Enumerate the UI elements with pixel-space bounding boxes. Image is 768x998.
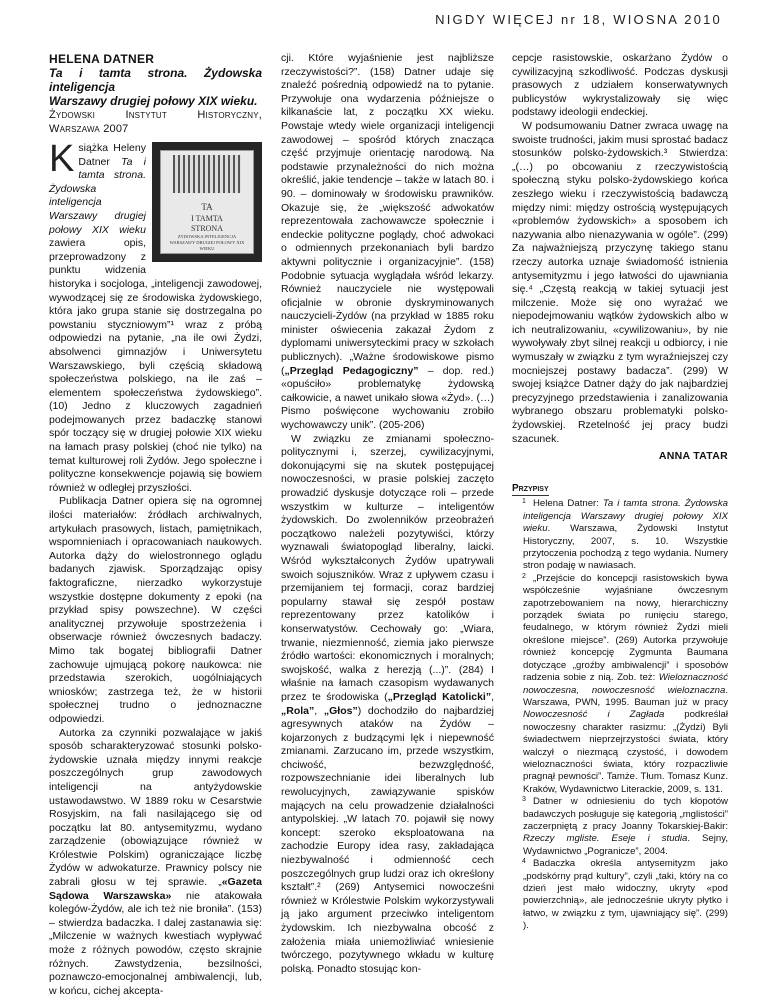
footnotes-heading: Przypisy (512, 482, 549, 497)
paragraph-organizations (281, 52, 494, 433)
text-span: podkreślał nowoczesny charakter rasizmu: „(Żydzi) Byli świadectwem nieprzejrzystości świata, który walczył o niezmącą czystość, i dowodem wieloznaczności świata, który rozpaczliwie pragnął pewności”. Tamże. Tłum. Tomasz Kunz. Kraków, Wydawnictwo Literackie, 2009, s. 131. (523, 709, 728, 795)
footnote-3: 3 Datner w odniesieniu do tych kłopotów badawczych posługuje się kategorią „mglistości” zaczerpniętą z pracy Joanny Tokarskiej-Bakir: Rzeczy mgliste. Eseje i studia. Sejny, Wydawnictwo „Pogranicze”, 2004. (522, 796, 728, 857)
journal-name: „Głos” (323, 704, 358, 717)
column-2 (281, 52, 494, 976)
text-span: Datner w odniesieniu do tych kłopotów badawczych posługuje się kategorią „mglistości” zaczerpniętą z pracy Joanny Tokarskiej-Bakir: (523, 796, 728, 832)
book-title-inline: Ta i tamta strona. Żydowska inteligencja Warszawy drugiej połowy XIX wieku (523, 498, 728, 535)
text-span: – dop. red.) «opuściło» problematykę żydowską całkowicie, a nawet unikało słowa «Żyd». (…) Pismo poświęcone wychowaniu zrobiło wychowawczy unik”. (205-206) (281, 364, 494, 432)
cover-title-i-tamta: I TAMTA (191, 214, 223, 223)
paragraph-summary: W podsumowaniu Datner zwraca uwagę na swoiste trudności, jakim musi sprostać badacz stosunków polsko-żydowskich.³ Stwierdza: „(…) po obcowaniu z rzeczywistością społeczną styku polsko-żydowskiego końca zeszłego wieku i rzeczywistością badawczą między nimi: między ostrością występujących «problemów żydowskich» a sposobem ich nazywania albo nienazywania w ogóle”. (299) Za najważniejszą przyczynę takiego stanu rzeczy autorka uznaje świadomość istnienia antysemityzmu i jego łatwości do ujawniania się.⁴ „Częstą reakcją w takiej sytuacji jest milczenie. Może się ono wyrażać we niepodejmowaniu wątków żydowskich albo w ich neutralizowaniu, «cywilizowaniu», by nie wywoływały zbyt silnej reakcji u odbiorcy, i nie wymuszały w związku z tym wyraźniejszej czy mocniejszej postawy badacza”. (299) W swojej książce Datner dąży do jak najbardziej precyzyjnego przedstawienia i zanalizowania wybranego obszaru problematyki polsko-żydowskiej. Rzetelność jej pracy budzi szacunek. (512, 119, 728, 445)
book-title-line-1: Ta i tamta strona. Żydowska inteligencja (49, 66, 262, 94)
book-cover-image (152, 142, 262, 262)
paragraph-modernity (281, 433, 494, 977)
footnote-4: 4 Badaczka określa antysemityzm jako „podskórny prąd kultury”, czyli „taki, który na co dzień jest mało widoczny, ukryty «pod powierzchnią», ale jednocześnie ukryty płytko i łatwo, w związku z tym, ujawniający się”. (299) ). (522, 858, 728, 932)
text-span: zawiera opis, przeprowadzony z punktu widzenia historyka i socjologa, „inteligencji zawodowej, wywodzącej się ze środowiska żydowskiego, która jako grupa stanie się dostrzegalna po powstaniu styczniowym”¹ wraz z próbą odpowiedzi na pytanie, „na ile owi Żydzi, absolwenci gimnazjów i Uniwersytetu Warszawskiego, byli częścią składową społeczeństwa polskiego, na ile zaś – elementem społeczeństwa żydowskiego”. (10) Jedno z kluczowych zagadnień podejmowanych przez badaczkę stanowi spór toczący się w drugiej połowie XIX wieku na łamach prasy polskiej (choć nie tylko) na temat kulturowej roli Żydów. Jego społeczne i polityczne konsekwencje pojawią się bowiem również w odległej przyszłości. (49, 237, 262, 494)
paragraph-lawyers (49, 727, 262, 998)
review-author-name: HELENA DATNER (49, 52, 155, 66)
text-span: , (491, 690, 495, 703)
text-span: , (314, 704, 324, 717)
journal-name: «Gazeta Sądowa Warszawska» (49, 876, 262, 902)
drop-cap: K (49, 138, 75, 180)
text-span: cji. Które wyjaśnienie jest najbliższe rzeczywistości?”. (158) Datner udaje się znaleźć pośrednią odpowiedź na to pytanie. Przywołuje ona wydarzenia późniejsze o kilkanaście lat, z początku XX wieku. Powstaje wtedy wiele organizacji inteligencji zawodowej – spośród których znacząca część przyjmuje orientację narodową. Na podstawie przynależności do nich można określić, jakie tendencje – także w latach 80. i 90. – dominowały w środowisku prawników. Okazuje się, że „większość adwokatów reprezentowała zachowawcze społecznie i endeckie polityczne poglądy, choć adwokaci o odmiennych przekonaniach byli bardzo aktywni politycznie i organizacyjnie”. (158) Podobnie sytuacja wyglądała wśród lekarzy. Również nauczyciele nie występowali oficjalnie w obronie dyskryminowanych nauczycieli-Żydów (na przykład w 1885 roku minister oświecenia zakazał Żydom z dyplomami uniwersyteckimi pracy w szkołach publicznych). „Ważne środowiskowe pismo ( (281, 52, 494, 377)
running-head: NIGDY WIĘCEJ nr 18, WIOSNA 2010 (435, 12, 722, 27)
book-title-inline: Rzeczy mgliste. Eseje i studia (523, 833, 688, 845)
cover-title-strona: STRONA (190, 224, 223, 233)
reviewer-signature: ANNA TATAR (658, 450, 728, 463)
text-span: siążka Heleny Datner (78, 142, 146, 168)
book-title-inline: Ta i tamta strona. Żydowska inteligencja Warszawy drugiej połowy XIX wieku (49, 155, 146, 236)
cover-illustration (173, 155, 241, 193)
footnote-1: 1 Helena Datner: Ta i tamta strona. Żydowska inteligencja Warszawy drugiej połowy XIX wieku. Warszawa, Żydowski Instytut Historyczny, 2007, s. 10. Wszystkie przytoczenia pochodzą z tego wydania. Numery stron podaję w nawiasach. (522, 498, 728, 572)
journal-name: „Przegląd Katolicki” (387, 690, 492, 703)
book-title-line-2: Warszawy drugiej połowy XIX wieku. (49, 94, 258, 108)
cover-title-ta: TA (201, 202, 213, 212)
book-title-inline: Wieloznaczność nowoczesna, nowoczesność wieloznaczna (523, 672, 728, 696)
column-3 (512, 52, 728, 933)
text-span: Badaczka określa antysemityzm jako „podskórny prąd kultury”, czyli „taki, który na co dzień jest mało widoczny, ukryty «pod powierzchnią», ale jednocześnie ukryty płytko i łatwo, w związku z tym, ujawniający się”. (299) ). (523, 858, 728, 932)
publisher-line: Żydowski Instytut Historyczny, Warszawa 2007 (49, 109, 262, 135)
text-span: Autorka za czynniki pozwalające w jakiś sposób scharakteryzować stosunki polsko-żydowskie uznała między innymi reakcje poszczególnych grup zawodowych inteligencji na antyżydowskie ustawodawstwo. W 1889 roku w Cesarstwie Rosyjskim, na fali nasilającego się od początku lat 80. antysemityzmu, wydano zarządzenie (obowiązujące również w Królestwie Polskim) ograniczające liczbę Żydów w adwokaturze. Prawnicy polscy nie zabrali głosu w tej sprawie. „ (49, 726, 262, 889)
text-span: Helena Datner: (533, 498, 603, 510)
cover-subtitle: ŻYDOWSKA INTELIGENCJA WARSZAWY DRUGIEJ POŁOWY XIX WIEKU (169, 234, 245, 251)
text-span: . Warszawa, Żydowski Instytut Historyczny, 2007, s. 10. Wszystkie przytoczenia pochodzą z tego wydania. Numery stron podaję w nawiasach. (523, 523, 728, 572)
text-span: nie atakowała kolegów-Żydów, ale ich też nie broniła”. (153) – stwierdza badaczka. I dalej zastanawia się: „Milczenie w ważnych kwestiach wypływać może z różnych powodów, często skrajnie różnych. Zawstydzenia, bezsilności, poznawczo-emocjonalnej ambiwalencji, lub, w końcu, cichej akcepta- (49, 889, 262, 997)
paragraph-sources: Publikacja Datner opiera się na ogromnej ilości materiałów: źródłach archiwalnych, artykułach prasowych, listach, pamiętnikach, wspomnieniach i opracowaniach naukowych. Autorka dąży do wielostronnego oglądu badanych zjawisk. Sporządzając opisy faktograficzne, nierzadko wykorzystuje wszystkie dostępne dokumenty z epoki (na przykład spisy powszechne). W części analitycznej przywołuje spostrzeżenia i obserwacje również ówczesnych badaczy. Mimo tak bogatej bibliografii Datner zachowuje ujmującą pokorę naukowca: nie przedstawia szerokich, uogólniających wniosków; zastrzega też, że w historii społecznej trudno o jednoznaczne odpowiedzi. (49, 495, 262, 725)
paragraph-racism: cepcje rasistowskie, oskarżano Żydów o cywilizacyjną szkodliwość. Podczas dyskusji prasowych z udziałem konserwatywnych publicystów wykrystalizowały się więc podstawy ideologii endeckiej. (512, 52, 728, 119)
journal-name: „Przegląd Pedagogiczny” (284, 364, 419, 377)
book-title-inline: Nowoczesność i Zagłada (523, 709, 665, 721)
cover-inner-panel (160, 150, 254, 254)
text-span: . Warszawa, PWN, 1995. Bauman już w pracy (523, 684, 728, 708)
text-span: W związku ze zmianami społeczno-politycznymi i, szerzej, cywilizacyjnymi, dokonującymi się na skutek postępującej nowoczesności, w prasie polskiej zaczęto prowadzić dyskusje dotyczące roli – przede wszystkim w kulturze – inteligentów żydowskich. Do zwolenników przeobrażeń początkowo należeli pozytywiści, którzy wyznawali światopogląd liberalny, laicki. Wśród wykształconych Żydów upatrywali swoich sojuszników. Wraz z upływem czasu i przemijaniem tej formacji, coraz bardziej popularny stawał się zespół postaw reprezentowany przez katolików i konserwatystów. Cechowały go: „Wiara, trwanie, niezmienność, ziemia jako pierwsze źródło wartości: ekonomicznych i moralnych; swojskość, walka z herezją (...)”. (284) I właśnie na łamach czasopism wydawanych przez te środowiska ( (281, 432, 494, 703)
column-1 (49, 52, 262, 998)
footnote-2: 2 „Przejście do koncepcji rasistowskich bywa współcześnie wyjaśniane ówczesnym zapotrzebowaniem na nowy, hierarchiczny porządek świata po runięciu starego, feudalnego, w którym również Żydzi mieli określone miejsce”. (269) Autorka przywołuje również koncepcję Zygmunta Baumana dotyczące „groźby ambiwalencji” i sposobów radzenia sobie z nią. Zob. też: Wieloznaczność nowoczesna, nowoczesność wieloznaczna. Warszawa, PWN, 1995. Bauman już w pracy Nowoczesność i Zagłada podkreślał nowoczesny charakter rasizmu: „(Żydzi) Byli świadectwem nieprzejrzystości świata, który walczył o niezmącą czystość, i dowodem wieloznaczności świata, który rozpaczliwie pragnął pewności”. Tamże. Tłum. Tomasz Kunz. Kraków, Wydawnictwo Literackie, 2009, s. 131. (522, 572, 728, 795)
text-span: ) dochodziło do najbardziej agresywnych ataków na Żydów – kojarzonych z budzącymi lęk i niepewność zmianami. Zarzucano im, przede wszystkim, chciwość, bezwzględność, rozpowszechnianie idei liberalnych lub rewolucyjnych, zawiązywanie spisków mających na celu prowadzenie działalności antypolskiej. „W latach 70. pojawił się nowy koncept: szeroko eksploatowana na zachodzie Europy idea rasy, zakładająca niezbywalność i odmienność cech poszczególnych grup ludzi oraz ich określony kształt”.² (269) Antysemici nowocześni również w Królestwie Polskim wykorzystywali ją jako argument przeciwko inteligentom żydowskim. Ich niezbywalna obcość z założenia miała uniemożliwiać wniesienie twórczego, pozytywnego wkładu w kulturę polską. Ponadto stosując kon- (281, 704, 494, 975)
journal-name: „Rola” (281, 704, 315, 717)
text-span: „Przejście do koncepcji rasistowskich bywa współcześnie wyjaśniane ówczesnym zapotrzebowaniem na nowy, hierarchiczny porządek świata po runięciu starego, feudalnego, w którym również Żydzi mieli określone miejsce”. (269) Autorka przywołuje również koncepcję Zygmunta Baumana dotyczące „groźby ambiwalencji” i sposobów radzenia sobie z nią. Zob. też: (523, 572, 728, 684)
text-span: . Sejny, Wydawnictwo „Pogranicze”, 2004. (523, 833, 728, 857)
